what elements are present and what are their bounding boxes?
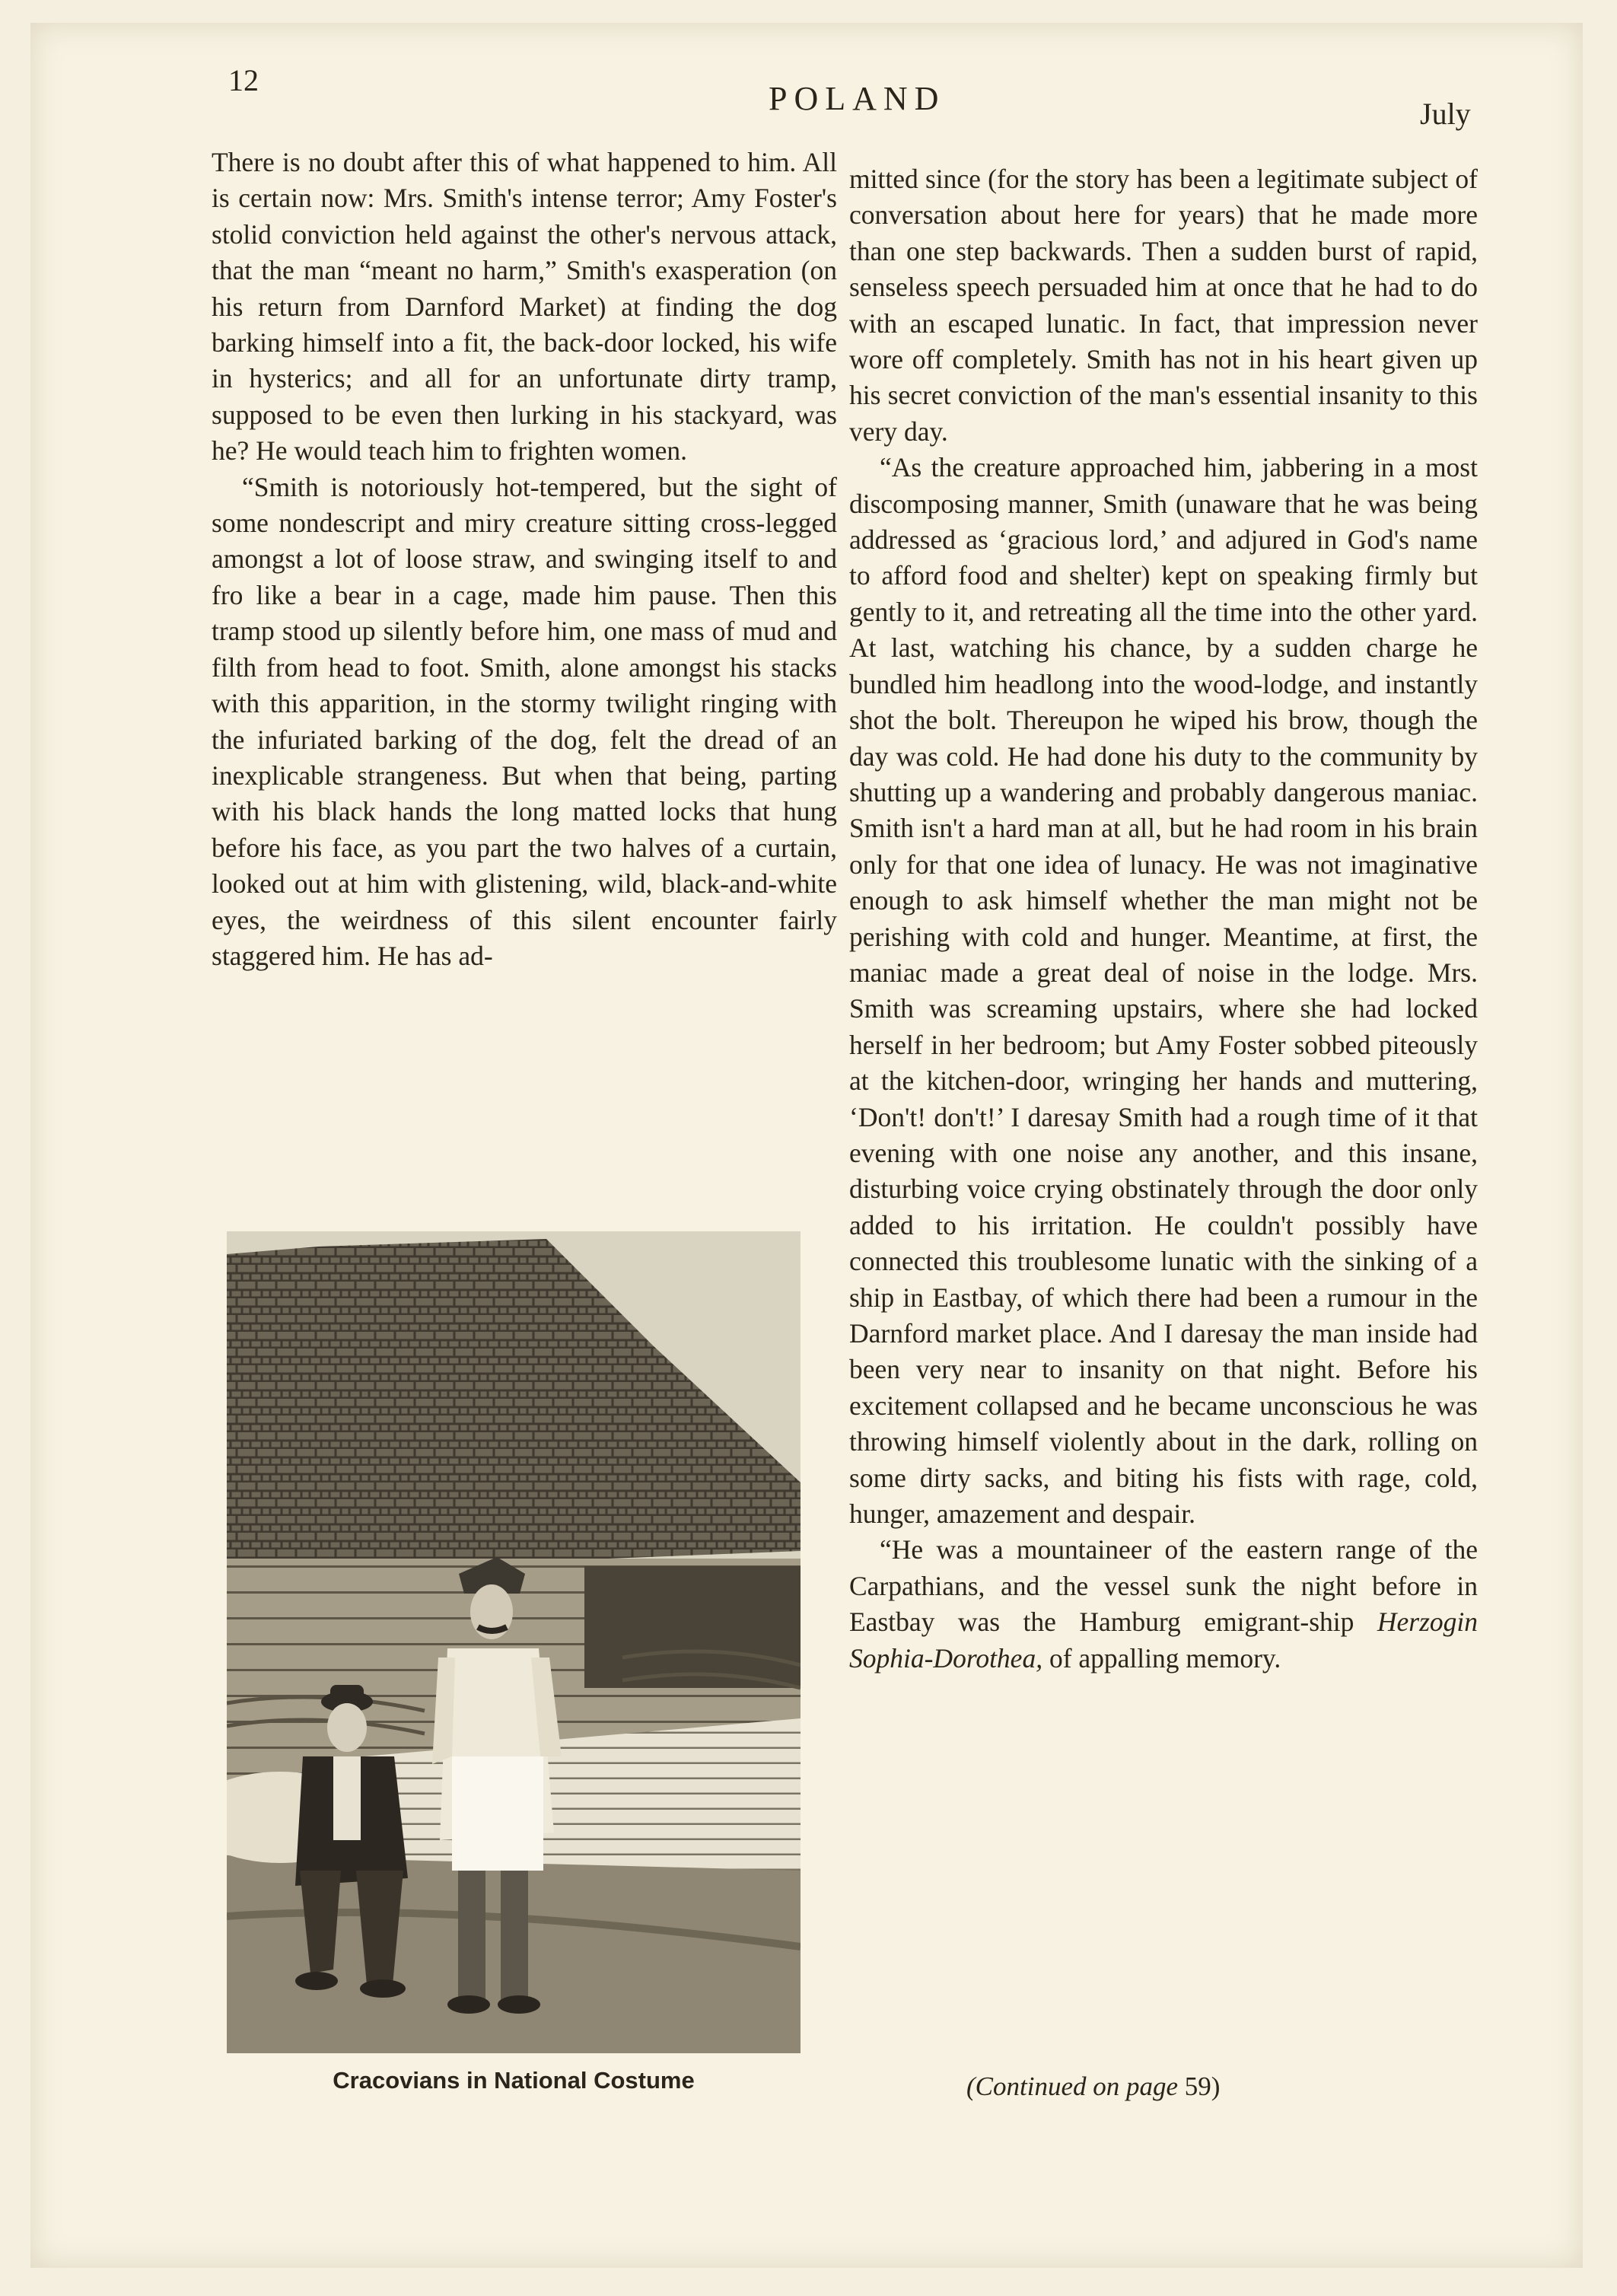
paragraph: “Smith is notoriously hot-tempered, but the sight of some nondescript and miry creature sitting cross-legged amongst a lot of loose straw, and swinging itself to and fro like a bear in a cage, made him pause. Then this tramp stood up silently before him, one mass of mud and filth from head to foot. Smith, alone amongst his stacks with this apparition, in the stormy twilight ringing with the infuriated barking of the dog, felt the dread of an inexplicable strangeness. But when that being, parting with his black hands the long matted locks that hung before his face, as you part the two halves of a curtain, looked out at him with glistening, wild, black-and-white eyes, the weirdness of this silent encounter fairly staggered him. He has ad-	[212, 471, 837, 971]
publication-title: POLAND	[769, 80, 946, 117]
continued-note	[966, 2071, 1220, 2102]
ship-name: Herzogin Sophia-Dorothea,	[849, 1607, 1478, 1673]
photo-caption: Cracovians in National Costume	[333, 2067, 695, 2094]
paragraph: mitted since (for the story has been a legitimate subject of conversation about here for years) that he made more than one step backwards. Then a sudden burst of rapid, senseless speech persuaded him at once that he had to do with an escaped lunatic. In fact, that impression never wore off completely. Smith has not in his heart given up his secret conviction of the man's essential insanity to this very day.	[849, 164, 1478, 447]
paragraph: There is no doubt after this of what happened to him. All is certain now: Mrs. Smith's intense terror; Amy Foster's stolid conviction held against the other's nervous attack, that the man “meant no harm,” Smith's exasperation (on his return from Darnford Market) at finding the dog barking himself into a fit, the back-door locked, his wife in hysterics; and all for an unfortunate dirty tramp, supposed to be even then lurking in his stackyard, was he? He would teach him to frighten women.	[212, 147, 837, 467]
photograph	[227, 1231, 801, 2053]
photograph-illustration	[227, 1231, 801, 2053]
final-paragraph	[849, 1532, 1478, 1677]
paragraph: “As the creature approached him, jabbering in a most discomposing manner, Smith (unaware that he was being addressed as ‘gracious lord,’ and adjured in God's name to afford food and shelter) kept on speaking firmly but gently to it, and retreating all the time into the other yard. At last, watching his chance, by a sudden charge he bundled him headlong into the wood-lodge, and instantly shot the bolt. Thereupon he wiped his brow, though the day was cold. He had done his duty to the community by shutting up a wandering and probably dangerous maniac. Smith isn't a hard man at all, but he had room in his brain only for that one idea of lunacy. He was not imaginative enough to ask himself whether the man might not be perishing with cold and hunger. Meantime, at first, the maniac made a great deal of noise in the lodge. Mrs. Smith was screaming upstairs, where she had locked herself in her bedroom; but Amy Foster sobbed piteously at the kitchen-door, wringing her hands and muttering, ‘Don't! don't!’ I daresay Smith had a rough time of it that evening with one noise any another, and this insane, disturbing voice crying obstinately through the door only added to his irritation. He couldn't possibly have connected this troublesome lunatic with the sinking of a ship in Eastbay, of which there had been a rumour in the Darnford market place. And I daresay the man inside had been very near to insanity on that night. Before his excitement collapsed and he became unconscious he was throwing himself violently about in the dark, rolling on some dirty sacks, and biting his fists with rage, cold, hunger, amazement and despair.	[849, 452, 1478, 1530]
continued-page: 59)	[1184, 2071, 1221, 2101]
paragraph-text: “He was a mountaineer of the eastern range of the Carpathians, and the vessel sunk the night before in Eastbay was the Hamburg emigrant-ship	[849, 1534, 1478, 1638]
page-number: 12	[228, 63, 259, 97]
continued-text: (Continued on page	[966, 2071, 1179, 2101]
right-column	[849, 161, 1478, 1677]
issue-month: July	[1420, 97, 1471, 131]
left-column	[212, 145, 837, 974]
paragraph-text: of appalling memory.	[1042, 1642, 1281, 1673]
